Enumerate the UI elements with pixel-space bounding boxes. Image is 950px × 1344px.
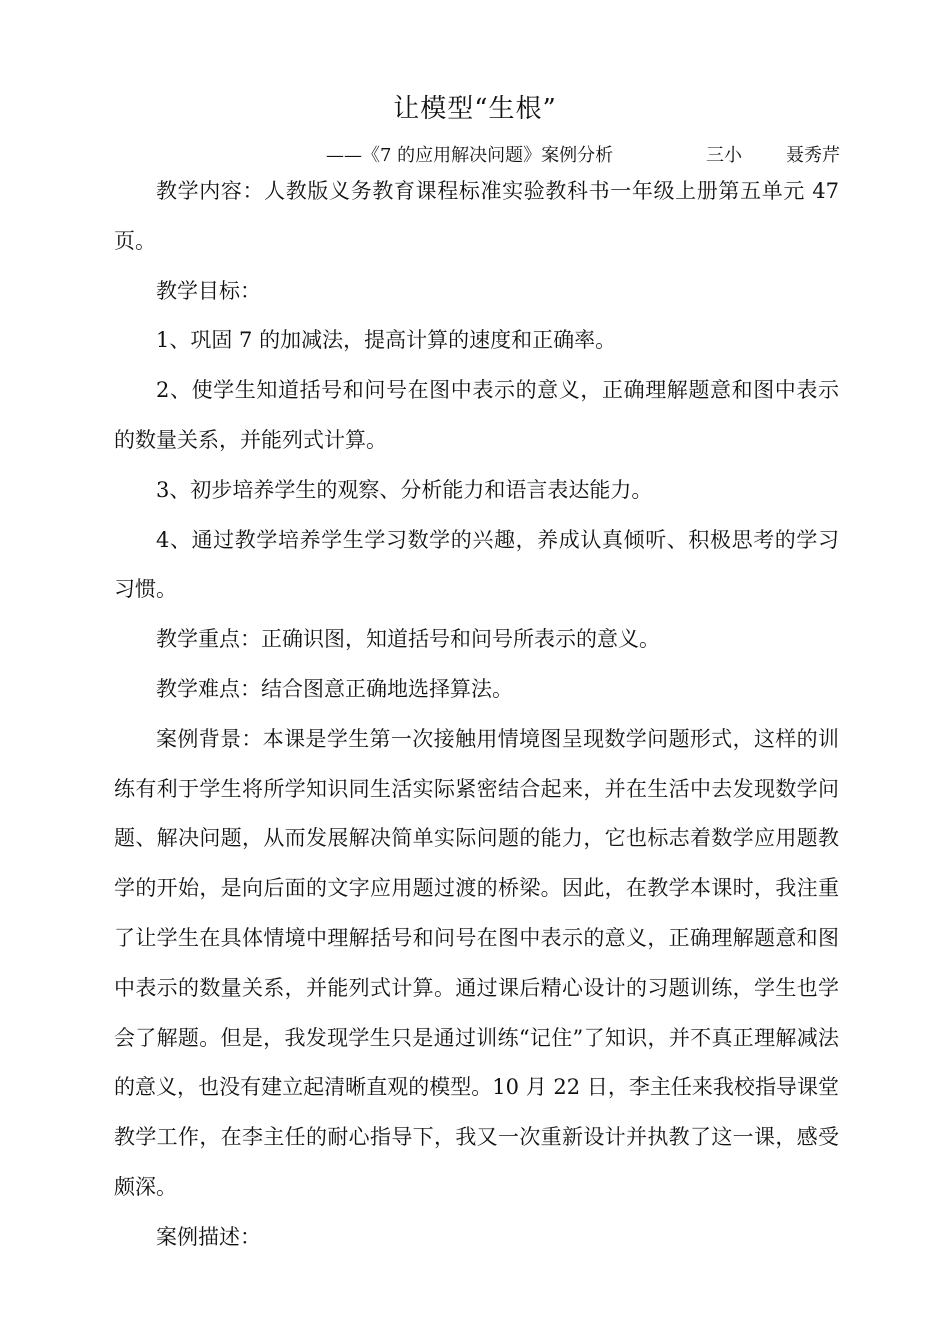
paragraph-case-background: 案例背景：本课是学生第一次接触用情境图呈现数学问题形式，这样的训练有利于学生将所学知识同生活实际紧密结合起来，并在生活中去发现数学问题、解决问题，从而发展解决简单实际问题的能力，它也标志着数学应用题教学的开始，是向后面的文字应用题过渡的桥梁。因此，在教学本课时，我注重了让学生在具体情境中理解括号和问号在图中表示的意义，正确理解题意和图中表示的数量关系，并能列式计算。通过课后精心设计的习题训练，学生也学会了解题。但是，我发现学生只是通过训练“记住”了知识，并不真正理解减法的意义，也没有建立起清晰直观的模型。10 月 22 日，李主任来我校指导课堂教学工作，在李主任的耐心指导下，我又一次重新设计并执教了这一课，感受颇深。 [114,726,839,1199]
paragraph-teaching-goals-heading: 教学目标： [156,278,261,303]
paragraph-goal-4: 4、通过教学培养学生学习数学的兴趣，养成认真倾听、积极思考的学习习惯。 [114,527,839,602]
paragraph-teaching-content: 教学内容：人教版义务教育课程标准实验教科书一年级上册第五单元 47 页。 [114,179,839,253]
paragraph-goal-1: 1、巩固 7 的加减法，提高计算的速度和正确率。 [156,328,617,353]
paragraph-goal-2: 2、使学生知道括号和问号在图中表示的意义，正确理解题意和图中表示的数量关系，并能列式计算。 [114,378,839,452]
document-subtitle [326,141,846,167]
document-body [114,167,839,1263]
subtitle-main: ——《7 的应用解决问题》案例分析 [326,145,614,166]
subtitle-author: 聂秀芹 [786,145,840,166]
subtitle-school: 三小 [706,145,742,166]
paragraph-teaching-difficulty: 教学难点：结合图意正确地选择算法。 [156,676,513,701]
paragraph-teaching-focus: 教学重点：正确识图，知道括号和问号所表示的意义。 [156,627,660,652]
paragraph-case-description-heading: 案例描述： [156,1224,261,1249]
paragraph-goal-3: 3、初步培养学生的观察、分析能力和语言表达能力。 [156,477,653,502]
document-title: 让模型“生根” [393,94,557,124]
